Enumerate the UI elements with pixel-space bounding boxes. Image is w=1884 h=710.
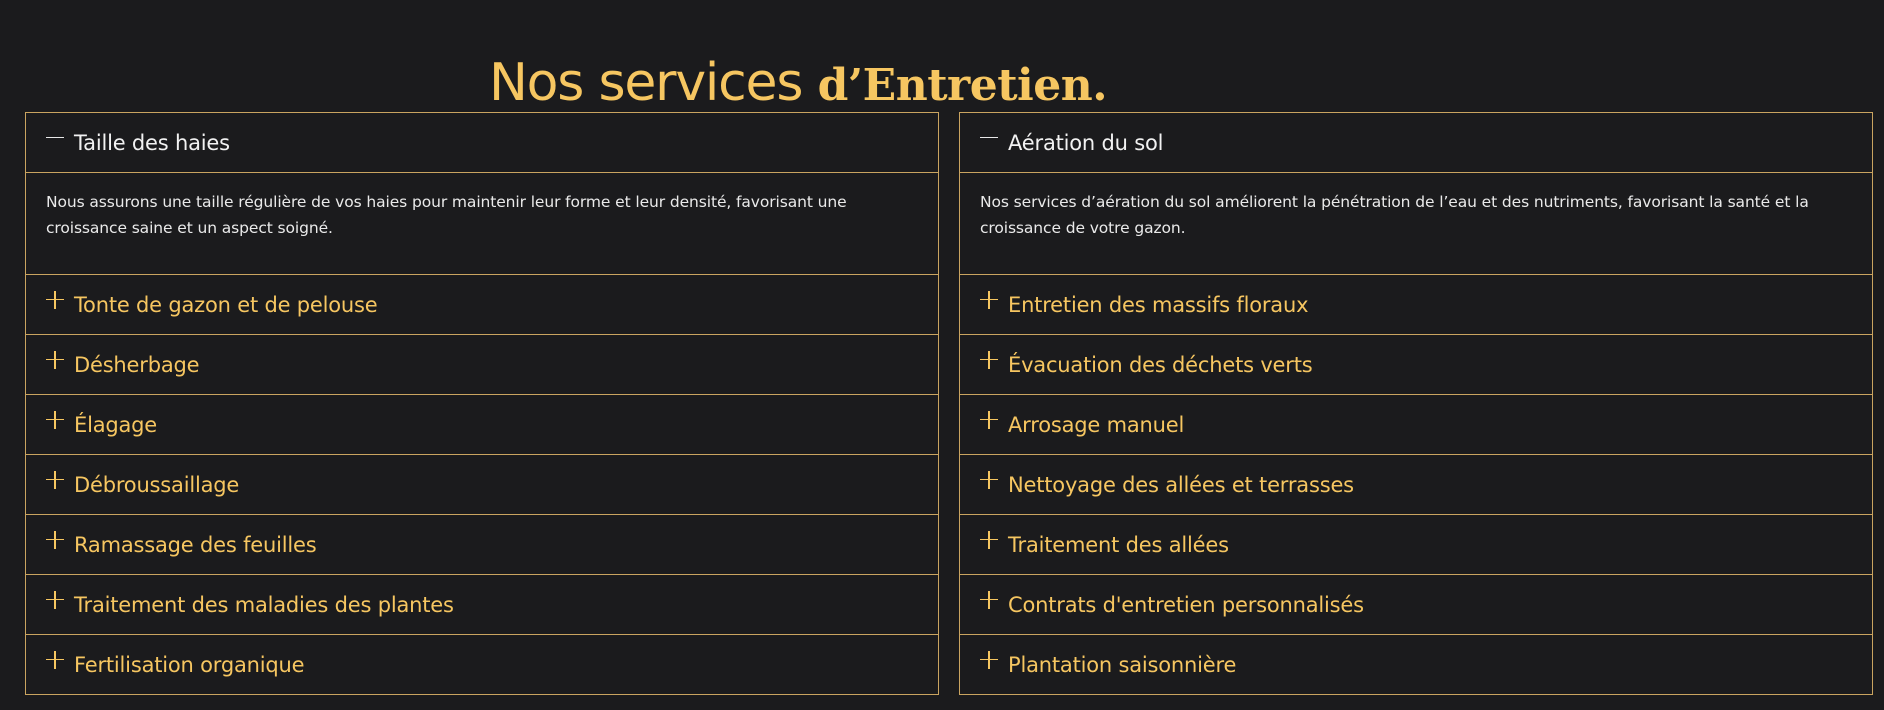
accordion-item bbox=[960, 394, 1872, 454]
accordion-title: Entretien des massifs floraux bbox=[1008, 292, 1309, 317]
accordion-header-contrats[interactable] bbox=[960, 575, 1872, 634]
accordion-header-fertilisation[interactable] bbox=[26, 635, 938, 694]
accordion-header-dechets[interactable] bbox=[960, 335, 1872, 394]
plus-icon bbox=[46, 531, 64, 549]
accordion-title: Plantation saisonnière bbox=[1008, 652, 1237, 677]
plus-icon bbox=[980, 651, 998, 669]
accordion-title: Tonte de gazon et de pelouse bbox=[74, 292, 378, 317]
accordion-header-elagage[interactable] bbox=[26, 395, 938, 454]
plus-icon bbox=[46, 651, 64, 669]
accordion-item bbox=[26, 394, 938, 454]
accordion-header-aeration-du-sol[interactable] bbox=[960, 113, 1872, 172]
accordion-item bbox=[960, 634, 1872, 694]
accordion-item bbox=[26, 574, 938, 634]
accordion-header-traitement-allees[interactable] bbox=[960, 515, 1872, 574]
accordion-title: Nettoyage des allées et terrasses bbox=[1008, 472, 1354, 497]
accordion-title: Aération du sol bbox=[1008, 130, 1164, 155]
plus-icon bbox=[980, 291, 998, 309]
accordion-title: Fertilisation organique bbox=[74, 652, 305, 677]
page-title bbox=[0, 51, 1884, 118]
accordion-title: Traitement des maladies des plantes bbox=[74, 592, 454, 617]
accordion-item bbox=[960, 514, 1872, 574]
accordion-item bbox=[26, 334, 938, 394]
accordion-left bbox=[25, 112, 939, 695]
accordion-title: Évacuation des déchets verts bbox=[1008, 352, 1313, 377]
accordion-title: Désherbage bbox=[74, 352, 200, 377]
plus-icon bbox=[980, 411, 998, 429]
plus-icon bbox=[980, 351, 998, 369]
accordion-header-plantation[interactable] bbox=[960, 635, 1872, 694]
accordion-item bbox=[26, 274, 938, 334]
plus-icon bbox=[46, 471, 64, 489]
accordion-header-desherbage[interactable] bbox=[26, 335, 938, 394]
accordion-header-massifs[interactable] bbox=[960, 275, 1872, 334]
plus-icon bbox=[46, 591, 64, 609]
page-title-light: Nos services bbox=[488, 52, 818, 113]
plus-icon bbox=[46, 291, 64, 309]
accordion-item bbox=[960, 454, 1872, 514]
accordion-item-aeration-du-sol bbox=[960, 113, 1872, 274]
accordion-title: Contrats d'entretien personnalisés bbox=[1008, 592, 1364, 617]
accordion-right bbox=[959, 112, 1873, 695]
services-columns bbox=[25, 112, 1873, 695]
accordion-header-maladies[interactable] bbox=[26, 575, 938, 634]
accordion-item bbox=[26, 514, 938, 574]
plus-icon bbox=[980, 471, 998, 489]
accordion-title: Élagage bbox=[74, 412, 158, 437]
accordion-body: Nos services d’aération du sol améliorent la pénétration de l’eau et des nutriments, favorisant la santé et la croissance de votre gazon. bbox=[960, 172, 1872, 274]
plus-icon bbox=[46, 351, 64, 369]
accordion-header-tonte[interactable] bbox=[26, 275, 938, 334]
accordion-title: Arrosage manuel bbox=[1008, 412, 1185, 437]
accordion-item bbox=[960, 334, 1872, 394]
page-title-bold: d’Entretien. bbox=[817, 59, 1108, 111]
accordion-item bbox=[26, 634, 938, 694]
accordion-header-arrosage[interactable] bbox=[960, 395, 1872, 454]
accordion-header-nettoyage[interactable] bbox=[960, 455, 1872, 514]
accordion-title: Traitement des allées bbox=[1008, 532, 1229, 557]
accordion-item bbox=[960, 274, 1872, 334]
accordion-title: Débroussaillage bbox=[74, 472, 240, 497]
accordion-header-taille-des-haies[interactable] bbox=[26, 113, 938, 172]
minus-icon bbox=[46, 129, 64, 147]
plus-icon bbox=[980, 531, 998, 549]
accordion-body: Nous assurons une taille régulière de vos haies pour maintenir leur forme et leur densité, favorisant une croissance saine et un aspect soigné. bbox=[26, 172, 938, 274]
accordion-title: Ramassage des feuilles bbox=[74, 532, 317, 557]
accordion-item bbox=[26, 454, 938, 514]
accordion-item-taille-des-haies bbox=[26, 113, 938, 274]
plus-icon bbox=[980, 591, 998, 609]
minus-icon bbox=[980, 129, 998, 147]
accordion-header-debroussaillage[interactable] bbox=[26, 455, 938, 514]
accordion-title: Taille des haies bbox=[74, 130, 230, 155]
accordion-header-ramassage[interactable] bbox=[26, 515, 938, 574]
accordion-item bbox=[960, 574, 1872, 634]
plus-icon bbox=[46, 411, 64, 429]
